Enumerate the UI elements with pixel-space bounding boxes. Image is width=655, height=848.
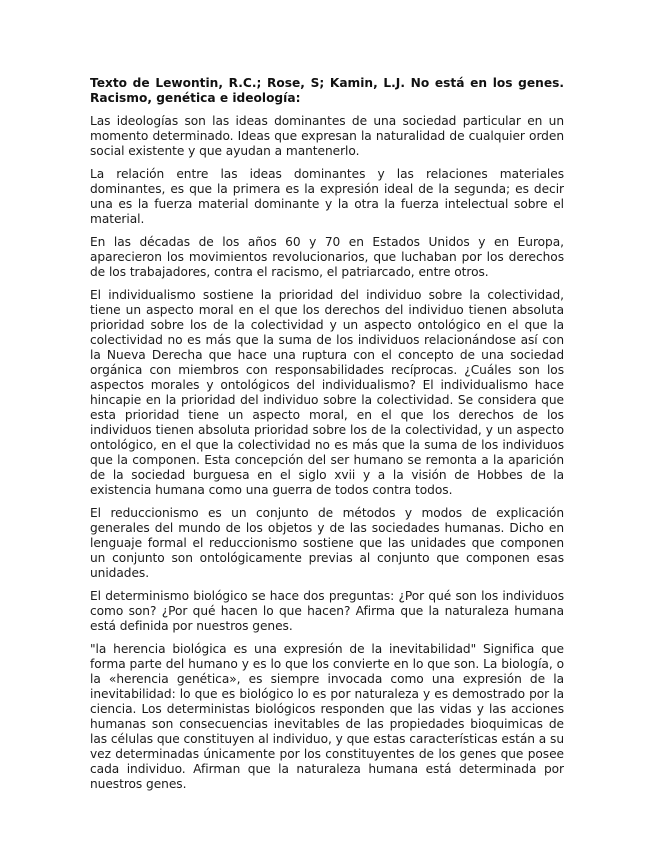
paragraph-determinismo: El determinismo biológico se hace dos preguntas: ¿Por qué son los individuos como son? ¿Por qué hacen lo que hacen? Afirma que la naturaleza humana está definida por nuestros genes.: [90, 589, 564, 633]
paragraph-individualismo: El individualismo sostiene la prioridad del individuo sobre la colectividad, tiene un aspecto moral en el que los derechos del individuo tienen absoluta prioridad sobre los de la colectividad y un aspecto ontológico en el que la colectividad no es más que la suma de los individuos relacionándose así con la Nueva Derecha que hace una ruptura con el concepto de una sociedad orgánica con miembros con responsabilidades recíprocas. ¿Cuáles son los aspectos morales y ontológicos del individualismo? El individualismo hace hincapie en la prioridad del individuo sobre la colectividad. Se considera que esta prioridad tiene un aspecto moral, en el que los derechos de los individuos tienen absoluta prioridad sobre los de la colectividad, y un aspecto ontológico, en el que la colectividad no es más que la suma de los individuos que la componen. Esta concepción del ser humano se remonta a la aparición de la sociedad burguesa en el siglo xvii y a la visión de Hobbes de la existencia humana como una guerra de todos contra todos.: [90, 288, 564, 497]
paragraph-herencia-biologica: "la herencia biológica es una expresión de la inevitabilidad" Significa que forma parte del humano y es lo que los convierte en lo que son. La biología, o la «herencia genética», es siempre invocada como una expresión de la inevitabilidad: lo que es biológico lo es por naturaleza y es demostrado por la ciencia. Los deterministas biológicos responden que las vidas y las acciones humanas son consecuencias inevitables de las propiedades bioquimicas de las células que constituyen al individuo, y que estas características están a su vez determinadas únicamente por los constituyentes de los genes que posee cada individuo. Afirman que la naturaleza humana está determinada por nuestros genes.: [90, 642, 565, 791]
document-title: Texto de Lewontin, R.C.; Rose, S; Kamin, L.J. No está en los genes. Racismo, genética e ideología:: [90, 76, 564, 105]
paragraph-ideologias: Las ideologías son las ideas dominantes de una sociedad particular en un momento determinado. Ideas que expresan la naturalidad de cualquier orden social existente y que ayudan a mantenerlo.: [90, 114, 564, 158]
document-page: [90, 76, 564, 800]
paragraph-decadas-60-70: En las décadas de los años 60 y 70 en Estados Unidos y en Europa, aparecieron los movimientos revolucionarios, que luchaban por los derechos de los trabajadores, contra el racismo, el patriarcado, entre otros.: [90, 235, 564, 279]
paragraph-reduccionismo: El reduccionismo es un conjunto de métodos y modos de explicación generales del mundo de los objetos y de las sociedades humanas. Dicho en lenguaje formal el reduccionismo sostiene que las unidades que componen un conjunto son ontológicamente previas al conjunto que componen esas unidades.: [90, 506, 564, 580]
paragraph-relacion-ideas: La relación entre las ideas dominantes y las relaciones materiales dominantes, es que la primera es la expresión ideal de la segunda; es decir una es la fuerza material dominante y la otra la fuerza intelectual sobre el material.: [90, 167, 564, 226]
